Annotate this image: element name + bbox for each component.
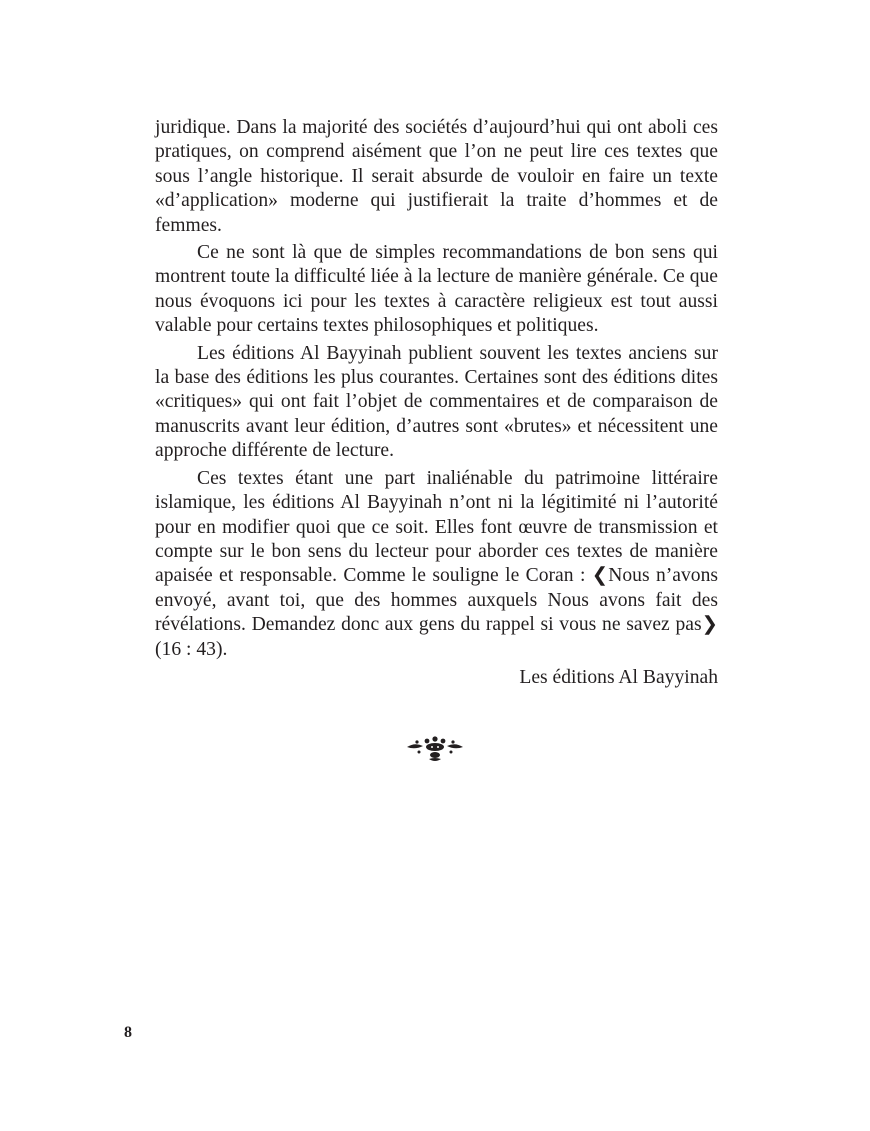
signature: Les éditions Al Bayyinah [519, 666, 718, 688]
page-number: 8 [124, 1024, 132, 1041]
paragraph-3: Les éditions Al Bayyinah publient souvent les textes anciens sur la base des éditions les plus courantes. Certaines sont des éditions dites «critiques» qui ont fait l’objet de commentaires et de comparaison de manuscrits avant leur édition, d’autres sont «brutes» et nécessitent une approche différente de lecture. [155, 342, 718, 462]
paragraph-4: Ces textes étant une part inaliénable du patrimoine littéraire islamique, les éditions Al Bayyinah n’ont ni la légitimité ni l’autorité pour en modifier quoi que ce soit. Elles font œuvre de transmission et compte sur le bon sens du lecteur pour aborder ces textes de manière apaisée et responsable. Comme le souligne le Coran : ❮Nous n’avons envoyé, avant toi, que des hommes auxquels Nous avons fait des révélations. Demandez donc aux gens du rappel si vous ne savez pas❯ (16 : 43). [155, 467, 718, 660]
floral-ornament-icon [405, 733, 465, 763]
paragraph-1: juridique. Dans la majorité des sociétés d’aujourd’hui qui ont aboli ces pratiques, on comprend aisément que l’on ne peut lire ces textes que sous l’angle historique. Il serait absurde de vouloir en faire un texte «d’application» moderne qui justifierait la traite d’hommes et de femmes. [155, 117, 718, 236]
body-text [155, 116, 718, 693]
paragraph-2: Ce ne sont là que de simples recommandations de bon sens qui montrent toute la difficulté liée à la lecture de manière générale. Ce que nous évoquons ici pour les textes à caractère religieux est tout aussi valable pour certains textes philosophiques et politiques. [155, 242, 718, 337]
